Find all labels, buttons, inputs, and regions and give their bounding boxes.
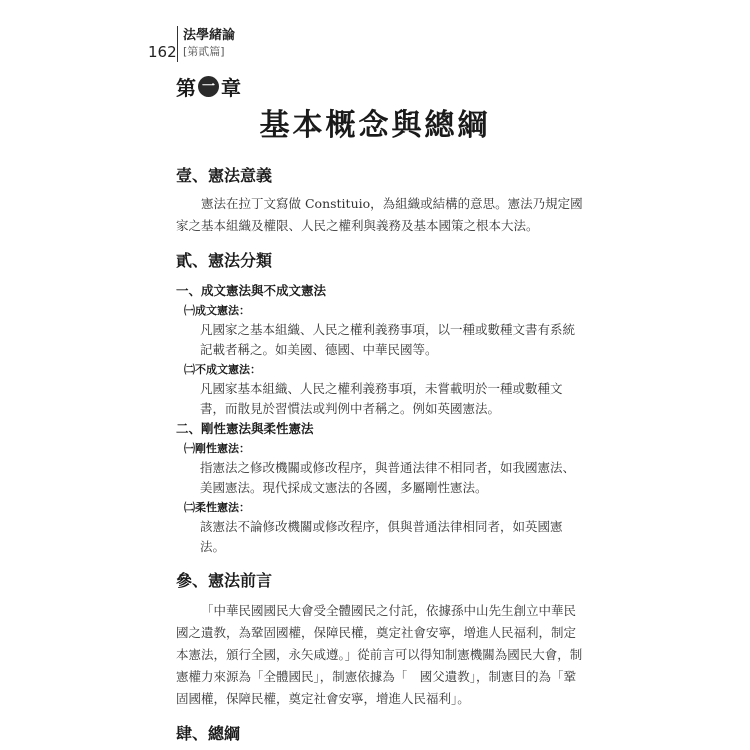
item-paragraph: 凡國家之基本組織、人民之權利義務事項，以一種或數種文書有系統記載者稱之。如美國、德國、中華民國等。 xyxy=(200,322,576,357)
item-label: ㈡柔性憲法： xyxy=(184,501,250,514)
chapter-heading xyxy=(176,72,241,101)
item-label: ㈠成文憲法： xyxy=(184,304,250,317)
item-paragraph: 指憲法之修改機關或修改程序，與普通法律不相同者，如我國憲法、美國憲法。現代採成文憲法的各國，多屬剛性憲法。 xyxy=(200,460,576,495)
page-body xyxy=(176,163,586,747)
item-paragraph: 該憲法不論修改機關或修改程序，俱與普通法律相同者，如英國憲法。 xyxy=(200,519,563,554)
subsection-heading: 二、剛性憲法與柔性憲法 xyxy=(176,421,314,436)
part-label: [第貳篇] xyxy=(183,45,225,58)
item-paragraph: 凡國家基本組織、人民之權利義務事項，未嘗載明於一種或數種文書，而散見於習慣法或判例中者稱之。例如英國憲法。 xyxy=(200,381,563,416)
section-paragraph: 「中華民國國民大會受全體國民之付託，依據孫中山先生創立中華民國之遺教，為鞏固國權，保障民權，奠定社會安寧，增進人民福利，制定本憲法，頒行全國，永矢咸遵。」從前言可以得知制憲機關為國民大會，制憲權力來源為「全體國民」，制憲依據為「 國父遺教」，制憲目的為「鞏固國權，保障民權，奠定社會安寧，增進人民福利」。 xyxy=(176,603,583,706)
section-paragraph: 憲法在拉丁文寫做 Constituio，為組織或結構的意思。憲法乃規定國家之基本組織及權限、人民之權利與義務及基本國策之根本大法。 xyxy=(176,196,583,233)
chapter-number: 一 xyxy=(198,76,219,97)
item-label: ㈠剛性憲法： xyxy=(184,442,250,455)
chapter-title: 基本概念與總綱 xyxy=(259,108,491,143)
page-number: 162 xyxy=(148,43,177,61)
section-heading: 肆、總綱 xyxy=(176,724,241,743)
item-label: ㈡不成文憲法： xyxy=(184,363,261,376)
chapter-prefix: 第 xyxy=(176,76,196,100)
chapter-suffix: 章 xyxy=(221,76,241,100)
section-heading: 參、憲法前言 xyxy=(176,571,273,590)
book-title: 法學緒論 xyxy=(183,28,236,43)
header-divider xyxy=(177,26,178,62)
section-heading: 壹、憲法意義 xyxy=(176,166,273,185)
section-heading: 貳、憲法分類 xyxy=(176,251,273,270)
subsection-heading: 一、成文憲法與不成文憲法 xyxy=(176,283,327,298)
